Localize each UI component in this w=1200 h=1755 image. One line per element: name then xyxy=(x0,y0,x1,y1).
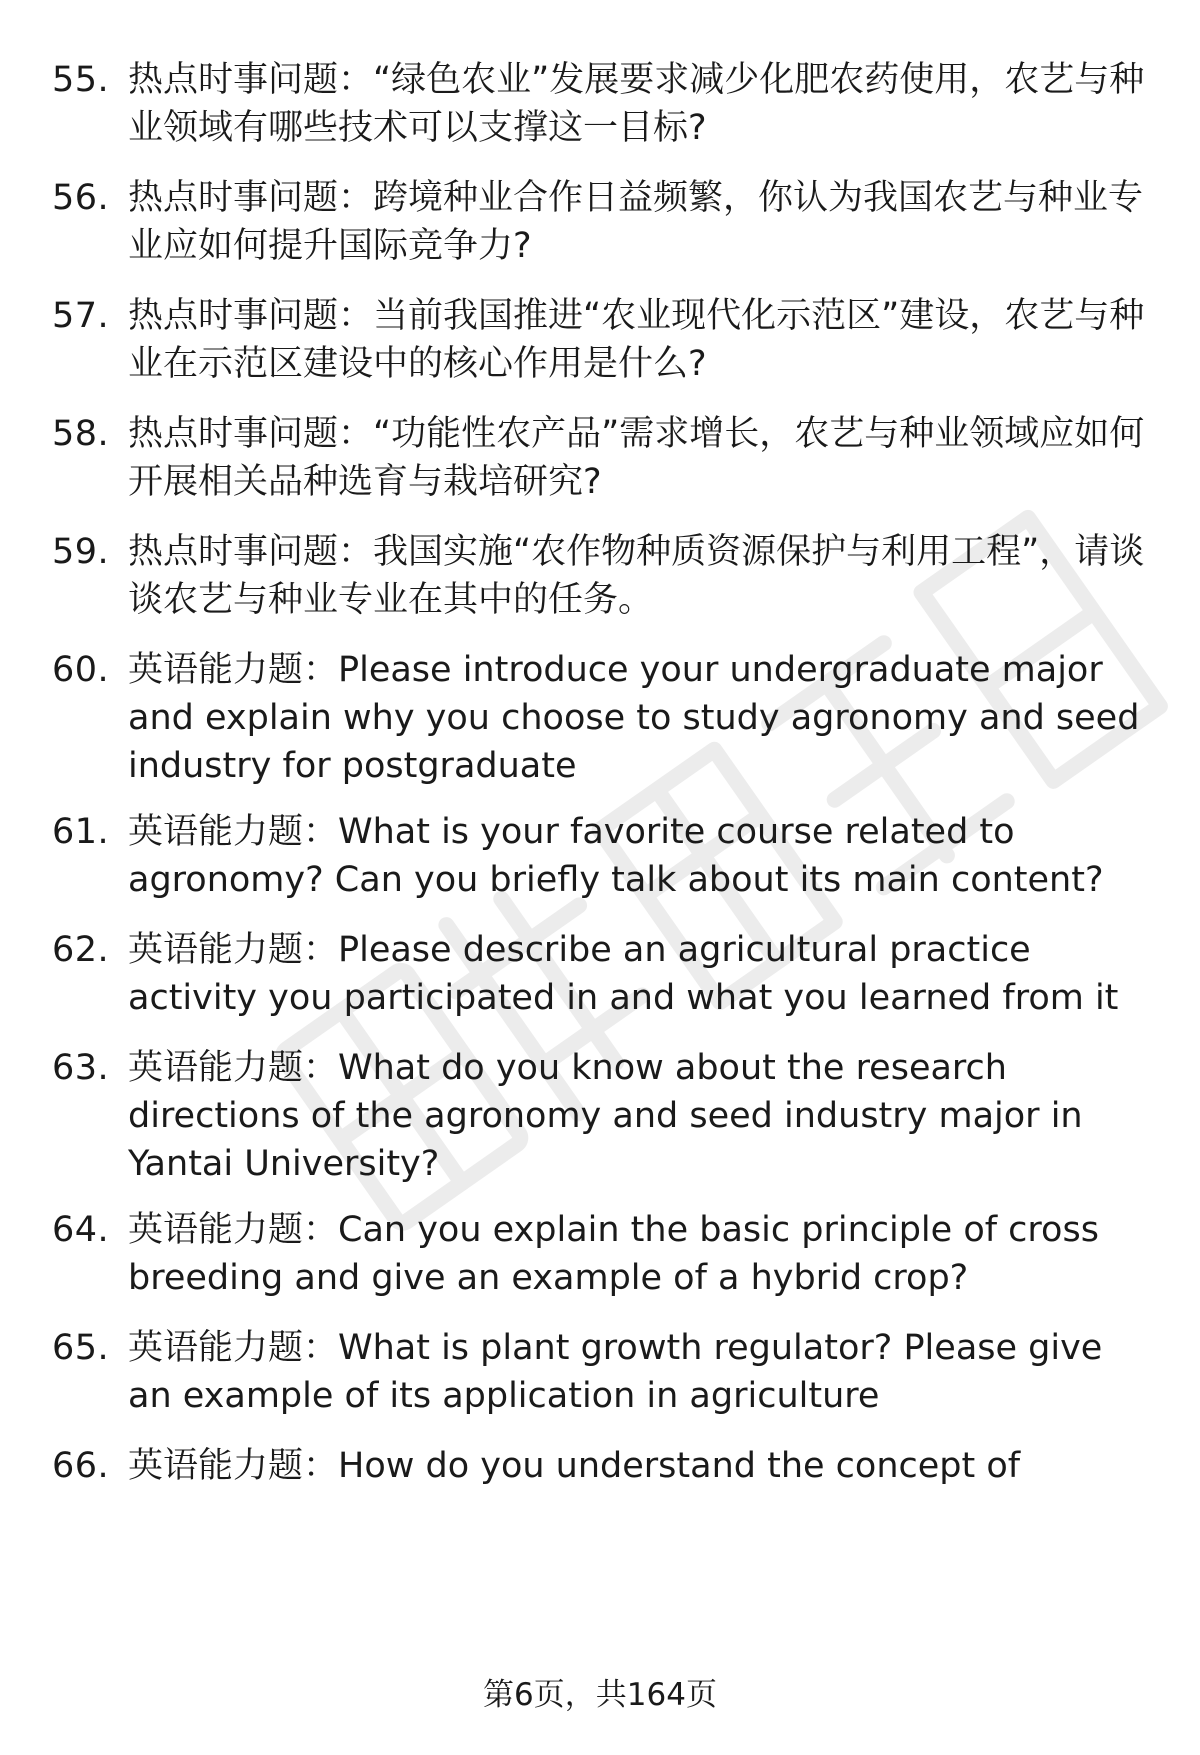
question-number: 60. xyxy=(52,650,110,690)
question-text: 英语能力题：How do you understand the concept of xyxy=(128,1446,1021,1486)
page-number-label: 第6页，共164页 xyxy=(483,1677,717,1713)
question-text: 英语能力题：What is plant growth regulator? Please give an example of its application in agriculture xyxy=(128,1328,1103,1416)
question-number: 64. xyxy=(52,1210,110,1250)
question-number: 63. xyxy=(52,1048,110,1088)
question-text: 英语能力题：What do you know about the research directions of the agronomy and seed industry major in Yantai University? xyxy=(128,1048,1083,1184)
question-number: 58. xyxy=(52,414,110,454)
question-number: 66. xyxy=(52,1446,110,1486)
question-number: 61. xyxy=(52,812,110,852)
question-number: 62. xyxy=(52,930,110,970)
question-text: 热点时事问题：“功能性农产品”需求增长，农艺与种业领域应如何开展相关品种选育与栽培研究? xyxy=(128,414,1145,502)
question-text: 英语能力题：What is your favorite course related to agronomy? Can you briefly talk about its main content? xyxy=(128,812,1104,900)
question-text: 热点时事问题：“绿色农业”发展要求减少化肥农药使用，农艺与种业领域有哪些技术可以支撑这一目标? xyxy=(128,60,1145,148)
question-text: 英语能力题：Can you explain the basic principle of cross breeding and give an example of a hybrid crop? xyxy=(128,1210,1099,1298)
question-number: 59. xyxy=(52,532,110,572)
question-text: 英语能力题：Please describe an agricultural practice activity you participated in and what you learned from it xyxy=(128,930,1119,1018)
question-text: 英语能力题：Please introduce your undergraduate major and explain why you choose to study agronomy and seed industry for postgraduate xyxy=(128,650,1140,786)
question-number: 65. xyxy=(52,1328,110,1368)
question-number: 55. xyxy=(52,60,110,100)
question-number: 57. xyxy=(52,296,110,336)
question-text: 热点时事问题：我国实施“农作物种质资源保护与利用工程”，请谈谈农艺与种业专业在其中的任务。 xyxy=(128,532,1145,620)
question-text: 热点时事问题：当前我国推进“农业现代化示范区”建设，农艺与种业在示范区建设中的核心作用是什么? xyxy=(128,296,1145,384)
question-number: 56. xyxy=(52,178,110,218)
question-text: 热点时事问题：跨境种业合作日益频繁，你认为我国农艺与种业专业应如何提升国际竞争力? xyxy=(128,178,1144,266)
